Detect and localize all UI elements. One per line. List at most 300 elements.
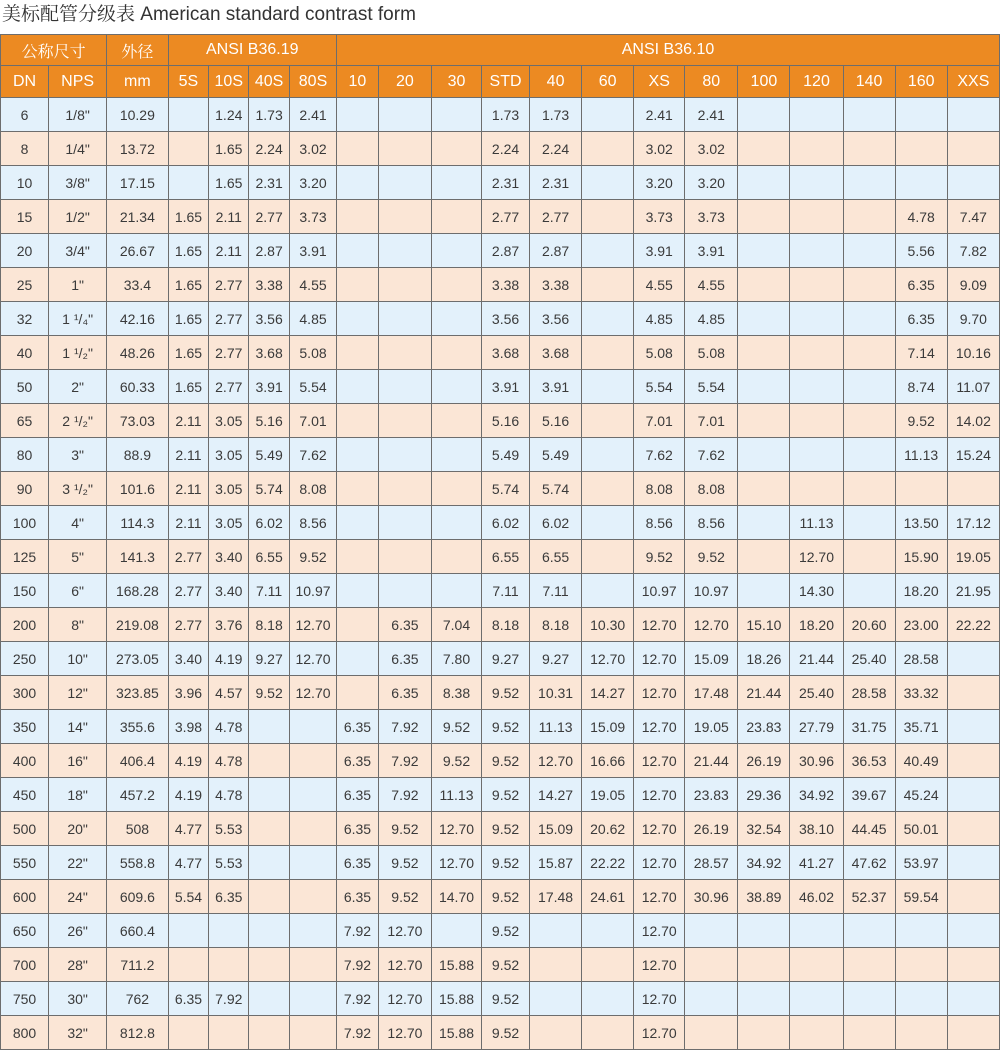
table-cell: 3.02 bbox=[685, 132, 738, 166]
table-cell bbox=[290, 778, 337, 812]
table-cell: 6.35 bbox=[337, 778, 379, 812]
table-cell: 1.65 bbox=[209, 166, 249, 200]
schedule-header: 40S bbox=[249, 66, 290, 98]
table-cell bbox=[530, 914, 582, 948]
table-cell: 12.70 bbox=[530, 744, 582, 778]
table-cell bbox=[790, 132, 843, 166]
table-cell: 4" bbox=[49, 506, 107, 540]
table-cell: 50.01 bbox=[895, 812, 947, 846]
table-cell bbox=[790, 98, 843, 132]
table-cell: 762 bbox=[107, 982, 168, 1016]
table-cell: 9.52 bbox=[482, 778, 530, 812]
table-cell: 273.05 bbox=[107, 642, 168, 676]
table-cell: 5.49 bbox=[249, 438, 290, 472]
table-row bbox=[1, 404, 1000, 438]
table-cell: 1 ¹/₂" bbox=[49, 336, 107, 370]
table-cell: 12.70 bbox=[431, 846, 481, 880]
table-row bbox=[1, 132, 1000, 166]
table-cell bbox=[843, 506, 895, 540]
table-cell bbox=[431, 404, 481, 438]
table-cell: 9.52 bbox=[431, 744, 481, 778]
table-cell: 12.70 bbox=[634, 982, 685, 1016]
table-cell: 11.13 bbox=[431, 778, 481, 812]
table-cell: 33.4 bbox=[107, 268, 168, 302]
table-cell: 18.20 bbox=[790, 608, 843, 642]
table-cell: 28.57 bbox=[685, 846, 738, 880]
table-cell: 14.02 bbox=[947, 404, 999, 438]
table-cell bbox=[209, 948, 249, 982]
table-cell: 2.41 bbox=[685, 98, 738, 132]
table-cell: 400 bbox=[1, 744, 49, 778]
table-cell: 4.78 bbox=[209, 710, 249, 744]
table-cell bbox=[843, 438, 895, 472]
table-cell: 457.2 bbox=[107, 778, 168, 812]
table-cell: 3.98 bbox=[168, 710, 209, 744]
table-cell: 24" bbox=[49, 880, 107, 914]
table-cell: 9.52 bbox=[482, 812, 530, 846]
table-cell: 141.3 bbox=[107, 540, 168, 574]
table-cell bbox=[168, 1016, 209, 1050]
table-cell bbox=[337, 676, 379, 710]
table-cell bbox=[895, 982, 947, 1016]
table-cell bbox=[843, 132, 895, 166]
table-cell: 3.68 bbox=[249, 336, 290, 370]
table-cell: 38.10 bbox=[790, 812, 843, 846]
table-cell bbox=[337, 370, 379, 404]
table-cell: 80 bbox=[1, 438, 49, 472]
table-cell: 4.77 bbox=[168, 846, 209, 880]
table-cell: 6.35 bbox=[209, 880, 249, 914]
table-cell: 5.16 bbox=[482, 404, 530, 438]
table-cell: 2.31 bbox=[530, 166, 582, 200]
table-cell: 9.52 bbox=[378, 846, 431, 880]
table-row bbox=[1, 234, 1000, 268]
table-cell bbox=[582, 132, 634, 166]
table-cell bbox=[337, 166, 379, 200]
header-row-groups bbox=[1, 35, 1000, 66]
table-cell: 21.44 bbox=[790, 642, 843, 676]
table-cell: 12.70 bbox=[378, 982, 431, 1016]
table-cell: 7.01 bbox=[290, 404, 337, 438]
table-cell bbox=[790, 268, 843, 302]
table-cell: 17.48 bbox=[685, 676, 738, 710]
table-cell: 10.97 bbox=[685, 574, 738, 608]
table-row bbox=[1, 710, 1000, 744]
table-cell: 350 bbox=[1, 710, 49, 744]
table-cell: 40.49 bbox=[895, 744, 947, 778]
table-cell: 9.52 bbox=[482, 914, 530, 948]
table-cell: 15.88 bbox=[431, 948, 481, 982]
table-cell: 12.70 bbox=[634, 948, 685, 982]
table-row bbox=[1, 200, 1000, 234]
table-cell: 5.08 bbox=[685, 336, 738, 370]
table-cell: 125 bbox=[1, 540, 49, 574]
table-cell: 6.55 bbox=[530, 540, 582, 574]
table-cell: 12.70 bbox=[634, 846, 685, 880]
mm-header: mm bbox=[107, 66, 168, 98]
table-cell bbox=[249, 846, 290, 880]
table-cell bbox=[947, 676, 999, 710]
schedule-header: XS bbox=[634, 66, 685, 98]
schedule-header: 10 bbox=[337, 66, 379, 98]
table-cell bbox=[738, 540, 790, 574]
table-cell bbox=[431, 336, 481, 370]
table-cell: 10.97 bbox=[290, 574, 337, 608]
table-cell bbox=[582, 472, 634, 506]
table-cell: 5.53 bbox=[209, 846, 249, 880]
table-cell: 9.52 bbox=[482, 744, 530, 778]
table-cell bbox=[249, 948, 290, 982]
table-cell: 24.61 bbox=[582, 880, 634, 914]
table-cell bbox=[738, 914, 790, 948]
table-cell: 5.16 bbox=[249, 404, 290, 438]
table-cell: 3.05 bbox=[209, 472, 249, 506]
table-cell bbox=[738, 268, 790, 302]
table-cell: 3.91 bbox=[482, 370, 530, 404]
table-cell: 21.34 bbox=[107, 200, 168, 234]
table-cell: 558.8 bbox=[107, 846, 168, 880]
table-cell: 7.92 bbox=[378, 744, 431, 778]
table-cell: 1.65 bbox=[168, 234, 209, 268]
table-cell: 4.55 bbox=[290, 268, 337, 302]
table-cell: 6.35 bbox=[337, 744, 379, 778]
table-cell bbox=[249, 982, 290, 1016]
table-cell: 14.27 bbox=[530, 778, 582, 812]
table-cell bbox=[843, 98, 895, 132]
table-row bbox=[1, 336, 1000, 370]
table-row bbox=[1, 540, 1000, 574]
table-cell: 7.82 bbox=[947, 234, 999, 268]
table-cell bbox=[947, 166, 999, 200]
table-cell: 9.52 bbox=[482, 846, 530, 880]
table-cell: 9.52 bbox=[482, 676, 530, 710]
table-cell: 1/8" bbox=[49, 98, 107, 132]
table-cell bbox=[431, 302, 481, 336]
table-cell: 7.92 bbox=[378, 710, 431, 744]
table-cell bbox=[378, 166, 431, 200]
table-cell bbox=[685, 914, 738, 948]
table-cell: 3.05 bbox=[209, 404, 249, 438]
table-cell: 7.92 bbox=[337, 982, 379, 1016]
table-cell: 15.24 bbox=[947, 438, 999, 472]
table-cell: 7.47 bbox=[947, 200, 999, 234]
table-cell bbox=[843, 200, 895, 234]
table-cell: 8" bbox=[49, 608, 107, 642]
table-cell: 3.40 bbox=[209, 540, 249, 574]
table-cell: 9.52 bbox=[431, 710, 481, 744]
table-cell bbox=[582, 370, 634, 404]
table-cell bbox=[738, 200, 790, 234]
table-cell bbox=[431, 200, 481, 234]
table-cell bbox=[843, 472, 895, 506]
table-cell bbox=[378, 200, 431, 234]
table-cell: 21.44 bbox=[738, 676, 790, 710]
table-row bbox=[1, 880, 1000, 914]
table-cell bbox=[685, 982, 738, 1016]
table-cell: 2.11 bbox=[168, 438, 209, 472]
table-cell: 7.01 bbox=[685, 404, 738, 438]
table-cell: 6.35 bbox=[895, 302, 947, 336]
table-cell: 5.54 bbox=[290, 370, 337, 404]
table-cell: 10 bbox=[1, 166, 49, 200]
table-cell: 15.90 bbox=[895, 540, 947, 574]
table-cell bbox=[337, 642, 379, 676]
table-cell: 150 bbox=[1, 574, 49, 608]
table-cell: 219.08 bbox=[107, 608, 168, 642]
table-cell: 4.57 bbox=[209, 676, 249, 710]
table-cell: 2 ¹/₂" bbox=[49, 404, 107, 438]
table-cell: 812.8 bbox=[107, 1016, 168, 1050]
table-cell: 22.22 bbox=[947, 608, 999, 642]
table-cell bbox=[378, 234, 431, 268]
table-cell: 8.56 bbox=[685, 506, 738, 540]
table-cell: 6 bbox=[1, 98, 49, 132]
table-cell bbox=[168, 948, 209, 982]
table-cell: 25.40 bbox=[843, 642, 895, 676]
table-row bbox=[1, 846, 1000, 880]
schedule-header: 160 bbox=[895, 66, 947, 98]
table-cell: 7.92 bbox=[378, 778, 431, 812]
table-cell bbox=[947, 982, 999, 1016]
table-cell: 59.54 bbox=[895, 880, 947, 914]
nominal-size-header: 公称尺寸 bbox=[1, 35, 107, 66]
schedule-header: 20 bbox=[378, 66, 431, 98]
table-cell: 2.77 bbox=[168, 540, 209, 574]
table-cell bbox=[431, 506, 481, 540]
table-row bbox=[1, 438, 1000, 472]
table-cell: 1.65 bbox=[168, 200, 209, 234]
table-cell: 5.74 bbox=[530, 472, 582, 506]
table-cell: 21.95 bbox=[947, 574, 999, 608]
table-cell: 3.73 bbox=[685, 200, 738, 234]
table-cell: 9.52 bbox=[249, 676, 290, 710]
table-cell: 8.56 bbox=[634, 506, 685, 540]
table-row bbox=[1, 676, 1000, 710]
table-cell bbox=[843, 166, 895, 200]
table-cell: 23.83 bbox=[738, 710, 790, 744]
table-cell: 12.70 bbox=[431, 812, 481, 846]
table-cell: 6.35 bbox=[337, 812, 379, 846]
table-cell: 15.88 bbox=[431, 1016, 481, 1050]
table-row bbox=[1, 812, 1000, 846]
table-cell bbox=[738, 1016, 790, 1050]
table-cell: 14.30 bbox=[790, 574, 843, 608]
table-cell: 5.74 bbox=[249, 472, 290, 506]
table-cell bbox=[738, 472, 790, 506]
table-cell bbox=[582, 98, 634, 132]
table-cell: 7.11 bbox=[249, 574, 290, 608]
table-cell: 3.05 bbox=[209, 506, 249, 540]
table-cell: 12.70 bbox=[634, 710, 685, 744]
schedule-header: 80S bbox=[290, 66, 337, 98]
table-cell: 10" bbox=[49, 642, 107, 676]
table-cell bbox=[947, 846, 999, 880]
table-cell bbox=[582, 982, 634, 1016]
table-cell: 3.40 bbox=[168, 642, 209, 676]
table-cell: 3/4" bbox=[49, 234, 107, 268]
table-cell: 7.92 bbox=[337, 948, 379, 982]
table-cell bbox=[895, 1016, 947, 1050]
table-cell: 90 bbox=[1, 472, 49, 506]
table-cell: 6.02 bbox=[482, 506, 530, 540]
table-cell bbox=[168, 914, 209, 948]
table-cell bbox=[290, 1016, 337, 1050]
table-cell: 3/8" bbox=[49, 166, 107, 200]
table-cell: 14.27 bbox=[582, 676, 634, 710]
table-cell: 2.11 bbox=[209, 200, 249, 234]
table-cell: 17.15 bbox=[107, 166, 168, 200]
table-cell: 12.70 bbox=[290, 676, 337, 710]
table-cell: 2.24 bbox=[482, 132, 530, 166]
table-cell: 1.24 bbox=[209, 98, 249, 132]
table-cell: 3" bbox=[49, 438, 107, 472]
table-cell: 47.62 bbox=[843, 846, 895, 880]
table-cell bbox=[947, 948, 999, 982]
table-cell bbox=[947, 132, 999, 166]
table-cell: 18.20 bbox=[895, 574, 947, 608]
table-cell: 650 bbox=[1, 914, 49, 948]
table-cell: 2.11 bbox=[168, 472, 209, 506]
table-cell: 26" bbox=[49, 914, 107, 948]
table-cell: 9.52 bbox=[634, 540, 685, 574]
table-cell bbox=[249, 1016, 290, 1050]
table-cell bbox=[790, 370, 843, 404]
table-cell: 323.85 bbox=[107, 676, 168, 710]
table-cell: 52.37 bbox=[843, 880, 895, 914]
table-cell: 15.10 bbox=[738, 608, 790, 642]
table-cell: 32" bbox=[49, 1016, 107, 1050]
table-cell: 12.70 bbox=[634, 812, 685, 846]
table-cell: 15.88 bbox=[431, 982, 481, 1016]
table-cell: 3.73 bbox=[634, 200, 685, 234]
table-cell bbox=[947, 778, 999, 812]
table-cell: 1.73 bbox=[482, 98, 530, 132]
table-cell: 5.08 bbox=[634, 336, 685, 370]
table-cell bbox=[738, 302, 790, 336]
table-row bbox=[1, 166, 1000, 200]
table-cell bbox=[290, 710, 337, 744]
table-cell: 15.87 bbox=[530, 846, 582, 880]
table-cell: 8.18 bbox=[530, 608, 582, 642]
page-title: 美标配管分级表 American standard contrast form bbox=[2, 4, 416, 25]
table-cell bbox=[168, 98, 209, 132]
table-cell bbox=[378, 302, 431, 336]
table-cell bbox=[337, 438, 379, 472]
table-cell: 21.44 bbox=[685, 744, 738, 778]
table-cell: 2.77 bbox=[168, 574, 209, 608]
table-cell: 3.20 bbox=[634, 166, 685, 200]
table-cell bbox=[378, 574, 431, 608]
table-cell: 7.11 bbox=[482, 574, 530, 608]
table-cell: 5.49 bbox=[530, 438, 582, 472]
table-cell: 10.29 bbox=[107, 98, 168, 132]
table-cell: 1.65 bbox=[168, 268, 209, 302]
table-cell: 6.35 bbox=[378, 608, 431, 642]
table-row bbox=[1, 982, 1000, 1016]
table-row bbox=[1, 268, 1000, 302]
table-cell: 101.6 bbox=[107, 472, 168, 506]
table-cell bbox=[947, 812, 999, 846]
table-cell: 18.26 bbox=[738, 642, 790, 676]
table-cell bbox=[790, 948, 843, 982]
table-cell: 2.77 bbox=[209, 268, 249, 302]
schedule-header: 120 bbox=[790, 66, 843, 98]
table-cell: 8.08 bbox=[290, 472, 337, 506]
table-cell bbox=[947, 472, 999, 506]
table-cell: 35.71 bbox=[895, 710, 947, 744]
schedule-header: 80 bbox=[685, 66, 738, 98]
table-cell: 3.56 bbox=[530, 302, 582, 336]
table-cell bbox=[337, 268, 379, 302]
table-cell: 48.26 bbox=[107, 336, 168, 370]
table-cell bbox=[738, 370, 790, 404]
table-cell: 23.00 bbox=[895, 608, 947, 642]
table-cell: 406.4 bbox=[107, 744, 168, 778]
table-cell: 88.9 bbox=[107, 438, 168, 472]
table-cell: 2.77 bbox=[530, 200, 582, 234]
table-cell: 45.24 bbox=[895, 778, 947, 812]
table-cell: 28.58 bbox=[895, 642, 947, 676]
table-cell: 3.91 bbox=[634, 234, 685, 268]
table-cell: 30.96 bbox=[685, 880, 738, 914]
table-cell bbox=[168, 166, 209, 200]
table-cell: 12.70 bbox=[634, 1016, 685, 1050]
table-cell bbox=[431, 438, 481, 472]
table-cell: 6.35 bbox=[337, 846, 379, 880]
table-cell: 11.13 bbox=[530, 710, 582, 744]
table-cell bbox=[337, 336, 379, 370]
table-cell: 3.91 bbox=[249, 370, 290, 404]
table-cell: 355.6 bbox=[107, 710, 168, 744]
table-cell: 34.92 bbox=[790, 778, 843, 812]
table-cell: 3.96 bbox=[168, 676, 209, 710]
table-cell bbox=[738, 166, 790, 200]
table-cell bbox=[431, 98, 481, 132]
table-cell bbox=[337, 302, 379, 336]
table-cell bbox=[431, 540, 481, 574]
table-cell: 450 bbox=[1, 778, 49, 812]
table-cell bbox=[895, 948, 947, 982]
table-cell: 28.58 bbox=[843, 676, 895, 710]
table-cell bbox=[790, 1016, 843, 1050]
table-cell: 6.35 bbox=[337, 880, 379, 914]
table-cell: 30" bbox=[49, 982, 107, 1016]
table-cell: 6.35 bbox=[378, 676, 431, 710]
table-cell bbox=[249, 914, 290, 948]
table-cell bbox=[790, 302, 843, 336]
table-cell: 660.4 bbox=[107, 914, 168, 948]
table-cell: 7.62 bbox=[290, 438, 337, 472]
table-cell: 3.91 bbox=[685, 234, 738, 268]
table-cell: 2.77 bbox=[482, 200, 530, 234]
table-cell: 4.19 bbox=[168, 778, 209, 812]
table-cell: 15.09 bbox=[530, 812, 582, 846]
table-cell: 36.53 bbox=[843, 744, 895, 778]
table-cell: 11.07 bbox=[947, 370, 999, 404]
table-cell: 5.53 bbox=[209, 812, 249, 846]
table-cell: 12.70 bbox=[378, 914, 431, 948]
table-cell bbox=[582, 506, 634, 540]
table-cell bbox=[685, 1016, 738, 1050]
table-row bbox=[1, 370, 1000, 404]
table-cell bbox=[431, 132, 481, 166]
table-cell: 22" bbox=[49, 846, 107, 880]
table-cell: 8.18 bbox=[482, 608, 530, 642]
table-cell: 2.11 bbox=[168, 506, 209, 540]
table-cell: 2.24 bbox=[530, 132, 582, 166]
table-cell bbox=[895, 132, 947, 166]
table-cell bbox=[790, 438, 843, 472]
